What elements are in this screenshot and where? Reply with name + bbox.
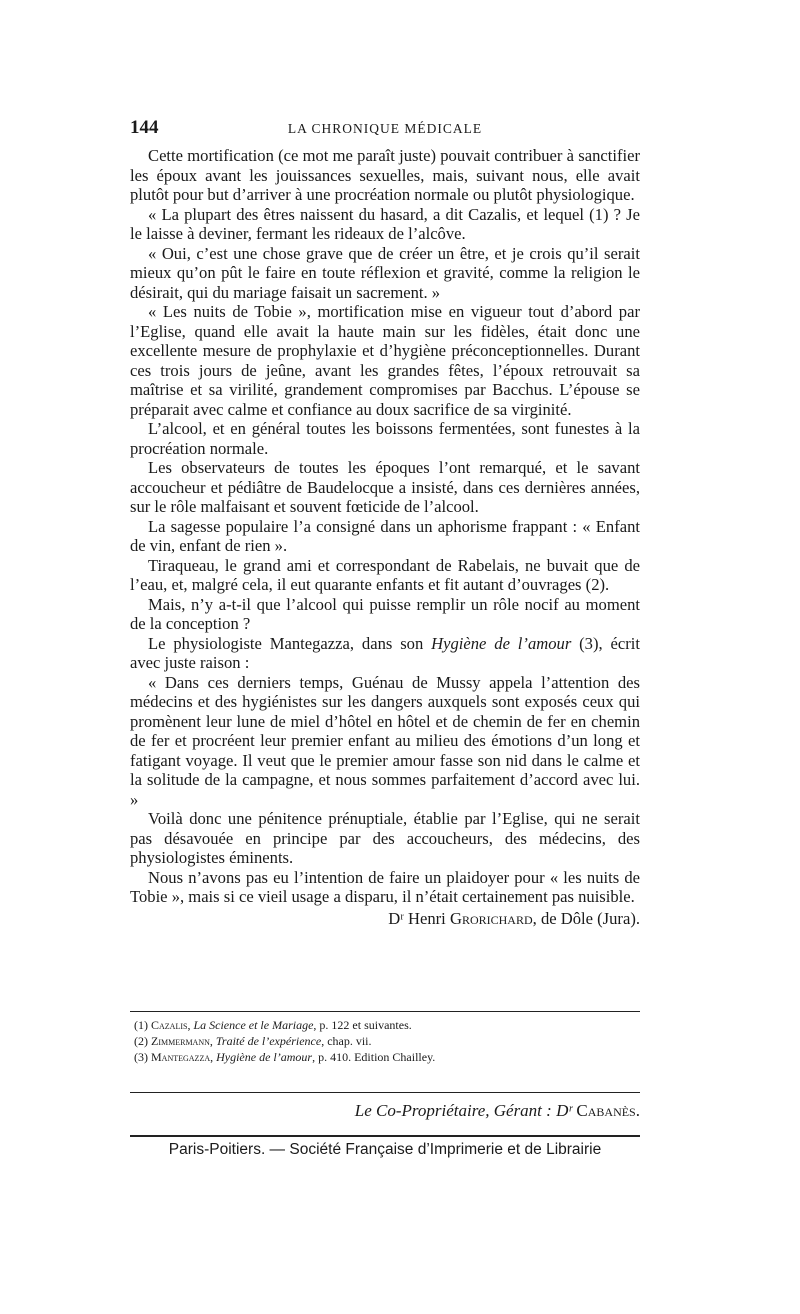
gerant-divider-top (130, 1092, 640, 1093)
footnote-work: Traité de l’expérience (215, 1034, 322, 1048)
footnote: (1) Cazalis, La Science et le Mariage, p. 122 et suivantes. (134, 1018, 412, 1032)
paragraph: « Oui, c’est une chose grave que de créer un être, et je crois qu’il serait mieux qu’on pût le faire en toute réflexion et gravité, comme la religion le désirait, qui du mariage faisait un sacrement. » (130, 243, 640, 302)
page-header (130, 117, 640, 139)
footnote-mark: (3) (134, 1050, 148, 1064)
footnote-author: Cazalis (151, 1018, 188, 1032)
paragraph: Voilà donc une pénitence prénuptiale, établie par l’Eglise, qui ne serait pas désavouée en principe par des accoucheurs, des médecins, des physiologistes éminents. (130, 809, 640, 867)
paragraph: La sagesse populaire l’a consigné dans un aphorisme frappant : « Enfant de vin, enfant de rien ». (130, 516, 640, 555)
footnote-mark: (2) (134, 1034, 148, 1048)
footnote-rest: , p. 410. Edition Chailley. (312, 1050, 436, 1064)
gerant-name: Cabanès. (576, 1101, 640, 1120)
footnote: (3) Mantegazza, Hygiène de l’amour, p. 410. Edition Chailley. (134, 1050, 436, 1064)
signature-title: Dʳ (388, 908, 404, 928)
publisher-credit (130, 1101, 640, 1121)
signature-last-name: Grorichard (449, 908, 533, 928)
footnote-work: La Science et le Mariage (193, 1018, 314, 1032)
footnotes (130, 1017, 640, 1065)
page-number: 144 (130, 117, 159, 138)
paragraph: « Les nuits de Tobie », mortification mise en vigueur tout d’abord par l’Eglise, quand elle avait la haute main sur les fidèles, était donc une excellente mesure de prophylaxie et d’hygiène préconceptionnelles. Durant ces trois jours de jeûne, avant les grandes fêtes, l’époux retrouvait sa maîtrise et sa virilité, grandement compromises par Bacchus. L’épouse se préparait avec calme et confiance au doux sacrifice de sa virginité. (130, 302, 640, 419)
paragraph (130, 634, 640, 673)
paragraph: « La plupart des êtres naissent du hasard, a dit Cazalis, et lequel (1) ? Je le laisse à deviner, fermant les rideaux de l’alcôve. (130, 204, 640, 243)
footnote-author: Mantegazza (151, 1050, 211, 1064)
paragraph: Mais, n’y a-t-il que l’alcool qui puisse remplir un rôle nocif au moment de la conception ? (130, 594, 640, 633)
footnote: (2) Zimmermann, Traité de l’expérience, chap. vii. (134, 1034, 372, 1048)
imprint-divider (130, 1135, 640, 1137)
paragraph: Nous n’avons pas eu l’intention de faire un plaidoyer pour « les nuits de Tobie », mais si ce vieil usage a disparu, il n’était certainement pas nuisible. (130, 867, 640, 906)
gerant-label: Le Co-Propriétaire, Gérant : (354, 1101, 557, 1120)
paragraph: L’alcool, et en général toutes les boissons fermentées, sont funestes à la procréation normale. (130, 419, 640, 458)
footnote-mark: (1) (134, 1018, 148, 1032)
printer-imprint: Paris-Poitiers. — Société Française d’Imprimerie et de Librairie (168, 1141, 602, 1158)
footnote-rest: , p. 122 et suivantes. (313, 1018, 412, 1032)
footnote-rest: , chap. vii. (321, 1034, 372, 1048)
paragraph: Cette mortification (ce mot me paraît juste) pouvait contribuer à sanctifier les époux avant les jouissances sexuelles, mais, suivant nous, elle avait plutôt pour but d’arriver à une procréation normale ou plutôt physiologique. (130, 146, 640, 204)
footnote-work: Hygiène de l’amour (216, 1050, 313, 1064)
paragraph: Tiraqueau, le grand ami et correspondant de Rabelais, ne buvait que de l’eau, et, malgré cela, il eut quarante enfants et fit autant d’ouvrages (2). (130, 555, 640, 594)
footnote-author: Zimmermann (151, 1034, 210, 1048)
footnote-divider (130, 1011, 640, 1012)
gerant-title: Dʳ (556, 1101, 573, 1120)
text-run: Le physiologiste Mantegazza, dans son (148, 633, 432, 653)
running-title: LA CHRONIQUE MÉDICALE (287, 121, 483, 136)
signature-first-name: Henri (408, 908, 446, 928)
paragraph: Les observateurs de toutes les époques l’ont remarqué, et le savant accoucheur et pédiâtre de Baudelocque a insisté, dans ces dernières années, sur le rôle malfaisant et souvent fœticide de l’alcool. (130, 458, 640, 516)
paragraph: « Dans ces derniers temps, Guénau de Mussy appela l’attention des médecins et des hygiénistes sur les dangers auxquels sont exposés ceux qui promènent leur lune de miel d’hôtel en hôtel et de chemin de fer en chemin de fer et procréent leur premier enfant au milieu des émotions d’un long et fatigant voyage. Il veut que le premier amour fasse son nid dans le calme et la solitude de la campagne, et nous sommes parfaitement d’accord avec lui. » (130, 672, 640, 809)
signature-place: , de Dôle (Jura). (532, 908, 640, 928)
author-signature (130, 909, 640, 929)
book-title: Hygiène de l’amour (431, 633, 572, 653)
article-body (130, 146, 640, 928)
text-run: (3), écrit avec juste raison : (130, 633, 640, 672)
